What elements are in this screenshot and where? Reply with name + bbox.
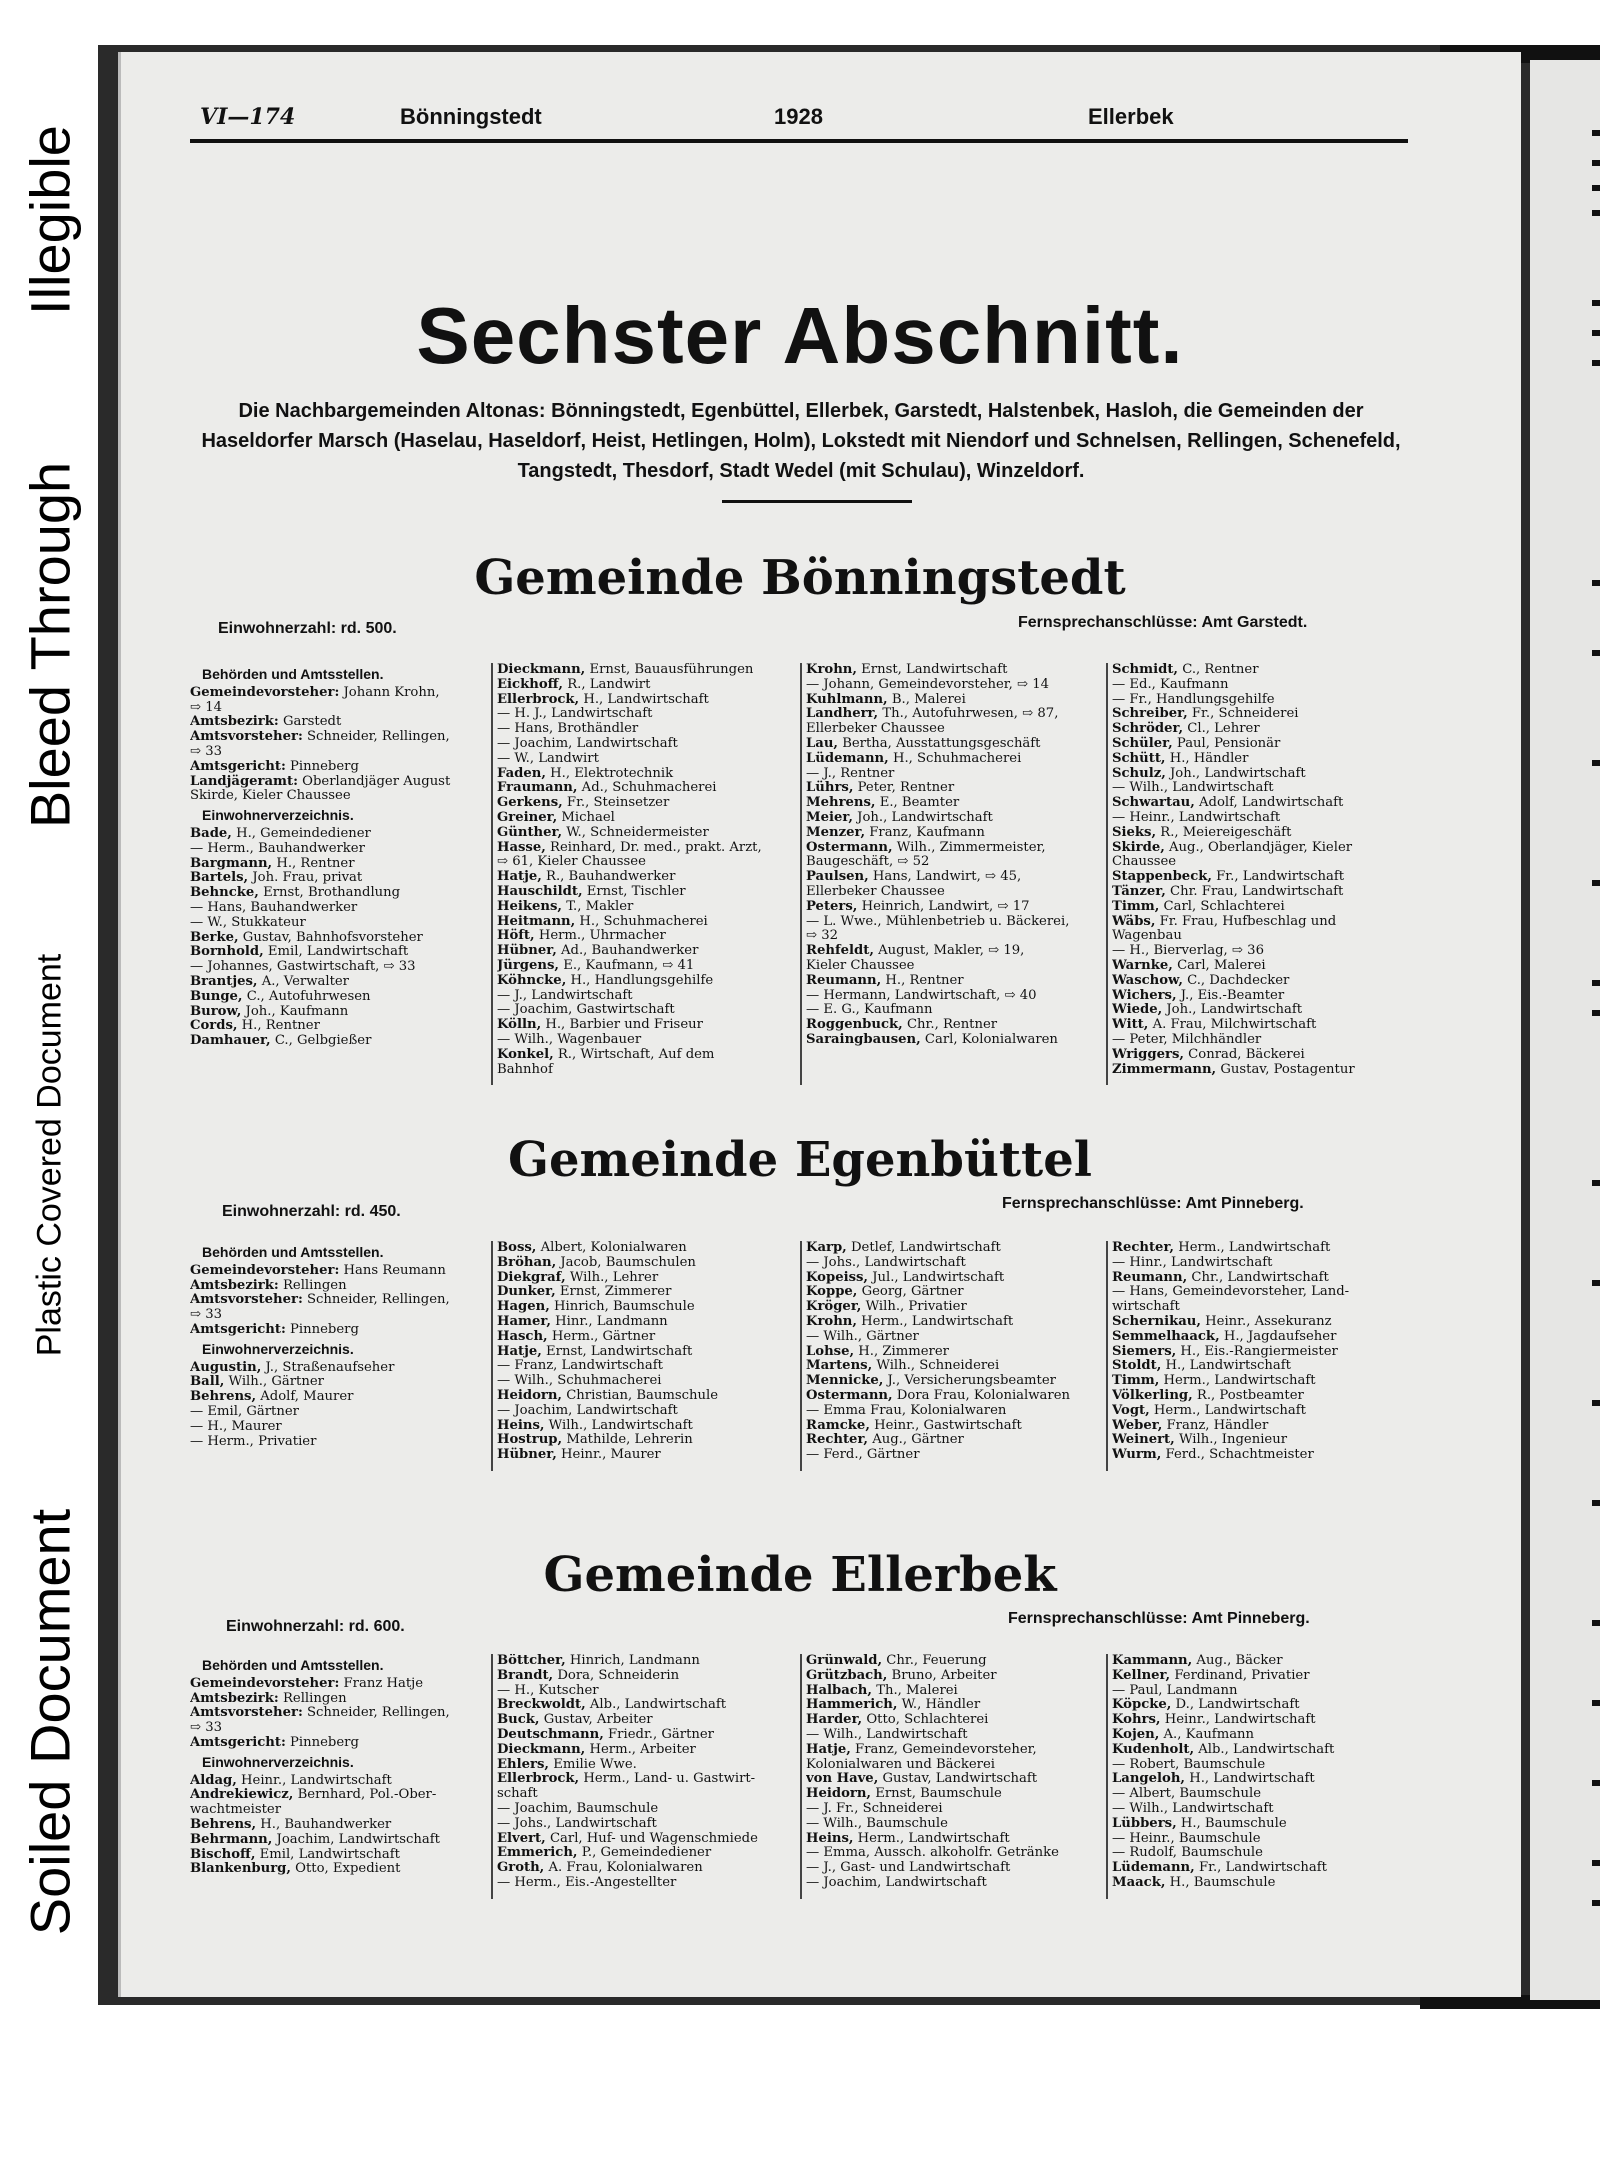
directory-entry: Behrmann, Joachim, Landwirtschaft bbox=[190, 1831, 440, 1847]
directory-entry: Kolonialwaren und Bäckerei bbox=[806, 1756, 996, 1772]
edge-text-fragment bbox=[1592, 1010, 1600, 1016]
directory-entry: — Joachim, Baumschule bbox=[497, 1800, 659, 1816]
directory-entry: Behncke, Ernst, Brothandlung bbox=[190, 885, 401, 901]
fernsprech-line: Fernsprechanschlüsse: Amt Pinneberg. bbox=[1002, 1195, 1304, 1212]
directory-entry: Roggenbuck, Chr., Rentner bbox=[806, 1017, 998, 1033]
directory-entry: Skirde, Kieler Chaussee bbox=[190, 788, 351, 804]
edge-text-fragment bbox=[1592, 1400, 1600, 1406]
directory-entry: Reumann, Chr., Landwirtschaft bbox=[1112, 1269, 1329, 1285]
directory-entry: — Emil, Gärtner bbox=[190, 1403, 299, 1419]
directory-entry: — Wilh., Gärtner bbox=[806, 1328, 919, 1344]
column-divider bbox=[491, 663, 493, 1085]
directory-column bbox=[806, 663, 1106, 1048]
column-divider bbox=[1106, 663, 1108, 1085]
directory-entry: Augustin, J., Straßenaufseher bbox=[190, 1359, 395, 1375]
directory-entry: Kuhlmann, B., Malerei bbox=[806, 691, 966, 707]
section-intro: Die Nachbargemeinden Altonas: Bönningstedt, Egenbüttel, Ellerbek, Garstedt, Halstenbek, Hasloh, die Gemeinden der Haseldorfer Marsch (Haselau, Haseldorf, Heist, Hetlingen, Holm), Lokstedt mit Niendorf und Schnelsen, Rellingen, Schenefeld, Tangstedt, Thesdorf, Stadt Wedel (mit Schulau), Winzeldorf. bbox=[201, 400, 1401, 482]
directory-entry: Wagenbau bbox=[1112, 928, 1182, 944]
column-subheading: Einwohnerverzeichnis. bbox=[202, 1340, 354, 1357]
directory-entry: Gemeindevorsteher: Johann Krohn, bbox=[190, 684, 440, 700]
directory-entry: — J., Gast- und Landwirtschaft bbox=[806, 1860, 1011, 1876]
directory-column bbox=[190, 663, 490, 1049]
title-rule bbox=[722, 500, 912, 503]
directory-entry: Aldag, Heinr., Landwirtschaft bbox=[190, 1772, 392, 1788]
directory-entry: Konkel, R., Wirtschaft, Auf dem bbox=[497, 1046, 715, 1062]
directory-entry: ⇨ 14 bbox=[190, 699, 223, 715]
directory-entry: Warnke, Carl, Malerei bbox=[1112, 957, 1266, 973]
directory-entry: Halbach, Th., Malerei bbox=[806, 1682, 958, 1698]
directory-column bbox=[1112, 1241, 1412, 1463]
label-plastic-covered: Plastic Covered Document bbox=[30, 953, 69, 1357]
directory-entry: Heins, Wilh., Landwirtschaft bbox=[497, 1417, 693, 1433]
directory-entry: Stoldt, H., Landwirtschaft bbox=[1112, 1358, 1291, 1374]
directory-entry: — L. Wwe., Mühlenbetrieb u. Bäckerei, bbox=[806, 913, 1070, 929]
directory-entry: — J., Landwirtschaft bbox=[497, 987, 633, 1003]
directory-entry: — Hans, Bauhandwerker bbox=[190, 899, 358, 915]
directory-entry: Ostermann, Dora Frau, Kolonialwaren bbox=[806, 1387, 1071, 1403]
directory-entry: Boss, Albert, Kolonialwaren bbox=[497, 1241, 687, 1255]
directory-entry: Schwartau, Adolf, Landwirtschaft bbox=[1112, 795, 1344, 811]
edge-text-fragment bbox=[1592, 760, 1600, 766]
directory-entry: — Wilh., Landwirtschaft bbox=[1112, 1800, 1274, 1816]
gemeinde-heading: Gemeinde Ellerbek bbox=[543, 1547, 1057, 1603]
directory-entry: Fraumann, Ad., Schuhmacherei bbox=[497, 780, 717, 796]
directory-entry: Rechter, Aug., Gärtner bbox=[806, 1432, 964, 1448]
directory-entry: Dieckmann, Herm., Arbeiter bbox=[497, 1741, 696, 1757]
directory-entry: Tänzer, Chr. Frau, Landwirtschaft bbox=[1112, 883, 1344, 899]
directory-entry: — Hans, Brothändler bbox=[497, 721, 639, 737]
column-divider bbox=[491, 1654, 493, 1899]
directory-entry: Sieks, R., Meiereigeschäft bbox=[1112, 824, 1292, 840]
directory-entry: — H., Maurer bbox=[190, 1418, 282, 1434]
edge-text-fragment bbox=[1592, 650, 1600, 656]
directory-entry: Blankenburg, Otto, Expedient bbox=[190, 1861, 401, 1877]
directory-entry: Deutschmann, Friedr., Gärtner bbox=[497, 1726, 714, 1742]
directory-entry: Rehfeldt, August, Makler, ⇨ 19, bbox=[806, 943, 1025, 959]
edge-text-fragment bbox=[1592, 185, 1600, 191]
directory-entry: Kölln, H., Barbier und Friseur bbox=[497, 1017, 703, 1033]
directory-entry: Grünwald, Chr., Feuerung bbox=[806, 1654, 987, 1668]
directory-entry: Heidorn, Christian, Baumschule bbox=[497, 1387, 719, 1403]
directory-entry: Baugeschäft, ⇨ 52 bbox=[806, 854, 930, 870]
directory-entry: Kellner, Ferdinand, Privatier bbox=[1112, 1667, 1310, 1683]
directory-entry: Timm, Herm., Landwirtschaft bbox=[1112, 1373, 1316, 1389]
directory-entry: Bartels, Joh. Frau, privat bbox=[190, 870, 363, 886]
directory-entry: — Paul, Landmann bbox=[1112, 1682, 1238, 1698]
directory-entry: Hatje, R., Bauhandwerker bbox=[497, 869, 676, 885]
directory-entry: Hauschildt, Ernst, Tischler bbox=[497, 883, 686, 899]
fernsprech-line: Fernsprechanschlüsse: Amt Pinneberg. bbox=[1008, 1610, 1310, 1627]
directory-entry: Bröhan, Jacob, Baumschulen bbox=[497, 1254, 696, 1270]
directory-entry: Lüdemann, Fr., Landwirtschaft bbox=[1112, 1860, 1327, 1876]
directory-entry: — Hermann, Landwirtschaft, ⇨ 40 bbox=[806, 987, 1037, 1003]
directory-entry: Harder, Otto, Schlachterei bbox=[806, 1712, 989, 1728]
directory-entry: — Wilh., Schuhmacherei bbox=[497, 1373, 662, 1389]
directory-entry: Hammerich, W., Händler bbox=[806, 1697, 981, 1713]
directory-column bbox=[1112, 663, 1412, 1077]
directory-entry: Hostrup, Mathilde, Lehrerin bbox=[497, 1432, 693, 1448]
directory-entry: Kojen, A., Kaufmann bbox=[1112, 1726, 1255, 1742]
directory-entry: Mennicke, J., Versicherungsbeamter bbox=[806, 1373, 1056, 1389]
directory-entry: Emmerich, P., Gemeindediener bbox=[497, 1845, 712, 1861]
directory-entry: Ball, Wilh., Gärtner bbox=[190, 1374, 324, 1390]
edge-text-fragment bbox=[1592, 1700, 1600, 1706]
directory-entry: Lübbers, H., Baumschule bbox=[1112, 1815, 1287, 1831]
directory-entry: Ehlers, Emilie Wwe. bbox=[497, 1756, 637, 1772]
edge-text-fragment bbox=[1592, 580, 1600, 586]
column-divider bbox=[491, 1241, 493, 1471]
directory-entry: Rechter, Herm., Landwirtschaft bbox=[1112, 1241, 1331, 1255]
edge-text-fragment bbox=[1592, 980, 1600, 986]
directory-entry: Amtsbezirk: Garstedt bbox=[190, 714, 342, 730]
directory-entry: ⇨ 61, Kieler Chaussee bbox=[497, 854, 646, 870]
directory-entry: Wriggers, Conrad, Bäckerei bbox=[1112, 1046, 1305, 1062]
directory-entry: Saraingbausen, Carl, Kolonialwaren bbox=[806, 1031, 1058, 1047]
column-subheading: Behörden und Amtsstellen. bbox=[202, 1244, 384, 1260]
directory-entry: Dieckmann, Ernst, Bauausführungen bbox=[497, 663, 754, 677]
directory-column bbox=[497, 663, 797, 1077]
directory-entry: Böttcher, Hinrich, Landmann bbox=[497, 1654, 700, 1668]
directory-entry: Witt, A. Frau, Milchwirtschaft bbox=[1112, 1017, 1317, 1033]
directory-entry: Andrekiewicz, Bernhard, Pol.-Ober- bbox=[190, 1787, 437, 1803]
directory-entry: Günther, W., Schneidermeister bbox=[497, 824, 709, 840]
directory-entry: Behrens, H., Bauhandwerker bbox=[190, 1816, 392, 1832]
edge-text-fragment bbox=[1592, 130, 1600, 136]
directory-entry: Bargmann, H., Rentner bbox=[190, 855, 355, 871]
column-divider bbox=[800, 663, 802, 1085]
directory-entry: Waschow, C., Dachdecker bbox=[1112, 972, 1290, 988]
label-bleed-through: Bleed Through bbox=[18, 461, 82, 829]
directory-entry: Völkerling, R., Postbeamter bbox=[1112, 1387, 1304, 1403]
directory-column bbox=[497, 1241, 797, 1463]
directory-entry: Menzer, Franz, Kaufmann bbox=[806, 824, 985, 840]
directory-entry: Kammann, Aug., Bäcker bbox=[1112, 1654, 1283, 1668]
directory-entry: Lohse, H., Zimmerer bbox=[806, 1343, 949, 1359]
directory-entry: Langeloh, H., Landwirtschaft bbox=[1112, 1771, 1315, 1787]
directory-entry: Karp, Detlef, Landwirtschaft bbox=[806, 1241, 1001, 1255]
directory-entry: Groth, A. Frau, Kolonialwaren bbox=[497, 1860, 703, 1876]
directory-entry: Krohn, Ernst, Landwirtschaft bbox=[806, 663, 1008, 677]
directory-entry: — J. Fr., Schneiderei bbox=[806, 1800, 943, 1816]
directory-entry: Dunker, Ernst, Zimmerer bbox=[497, 1284, 672, 1300]
directory-entry: Wichers, J., Eis.-Beamter bbox=[1112, 987, 1285, 1003]
directory-entry: — Herm., Bauhandwerker bbox=[190, 840, 365, 856]
directory-entry: Ostermann, Wilh., Zimmermeister, bbox=[806, 839, 1046, 855]
directory-entry: — E. G., Kaufmann bbox=[806, 1002, 933, 1018]
directory-entry: — Hans, Gemeindevorsteher, Land- bbox=[1112, 1284, 1350, 1300]
edge-text-fragment bbox=[1592, 330, 1600, 336]
directory-entry: ⇨ 33 bbox=[190, 1720, 223, 1736]
edge-text-fragment bbox=[1592, 1180, 1600, 1186]
directory-entry: — Herm., Eis.-Angestellter bbox=[497, 1874, 677, 1890]
directory-entry: Faden, H., Elektrotechnik bbox=[497, 765, 674, 781]
directory-entry: Landherr, Th., Autofuhrwesen, ⇨ 87, bbox=[806, 706, 1059, 722]
directory-entry: Bischoff, Emil, Landwirtschaft bbox=[190, 1846, 400, 1862]
directory-entry: Heins, Herm., Landwirtschaft bbox=[806, 1830, 1010, 1846]
header-year: 1928 bbox=[774, 104, 823, 129]
header-rule bbox=[190, 139, 1408, 143]
einwohnerzahl: Einwohnerzahl: rd. 450. bbox=[222, 1203, 401, 1220]
directory-entry: Hübner, Ad., Bauhandwerker bbox=[497, 943, 699, 959]
directory-entry: Siemers, H., Eis.-Rangiermeister bbox=[1112, 1343, 1338, 1359]
directory-entry: Köpcke, D., Landwirtschaft bbox=[1112, 1697, 1300, 1713]
directory-entry: Wäbs, Fr. Frau, Hufbeschlag und bbox=[1112, 913, 1337, 929]
directory-entry: — Johs., Landwirtschaft bbox=[806, 1254, 966, 1270]
directory-entry: Gemeindevorsteher: Hans Reumann bbox=[190, 1262, 446, 1278]
directory-entry: — Herm., Privatier bbox=[190, 1433, 317, 1449]
directory-entry: Landjägeramt: Oberlandjäger August bbox=[190, 773, 451, 789]
directory-entry: Meier, Joh., Landwirtschaft bbox=[806, 809, 993, 825]
directory-entry: Ellerbeker Chaussee bbox=[806, 883, 945, 899]
directory-entry: Kohrs, Heinr., Landwirtschaft bbox=[1112, 1712, 1316, 1728]
directory-entry: — Emma, Aussch. alkoholfr. Getränke bbox=[806, 1845, 1059, 1861]
column-divider bbox=[1106, 1241, 1108, 1471]
label-illegible: Illegible bbox=[18, 125, 82, 315]
directory-column bbox=[190, 1241, 490, 1449]
directory-entry: — Rudolf, Baumschule bbox=[1112, 1845, 1263, 1861]
directory-entry: Kopeiss, Jul., Landwirtschaft bbox=[806, 1269, 1005, 1285]
directory-entry: Heikens, T., Makler bbox=[497, 898, 634, 914]
directory-entry: Damhauer, C., Gelbgießer bbox=[190, 1033, 372, 1049]
section-title: Sechster Abschnitt. bbox=[416, 291, 1184, 380]
directory-entry: Schüler, Paul, Pensionär bbox=[1112, 735, 1281, 751]
directory-entry: — J., Rentner bbox=[806, 765, 895, 781]
directory-entry: — Joachim, Landwirtschaft bbox=[497, 1402, 678, 1418]
edge-text-fragment bbox=[1592, 880, 1600, 886]
directory-entry: Köhncke, H., Handlungsgehilfe bbox=[497, 972, 714, 988]
edge-text-fragment bbox=[1592, 1280, 1600, 1286]
directory-entry: Kieler Chaussee bbox=[806, 957, 915, 973]
directory-entry: Kudenholt, Alb., Landwirtschaft bbox=[1112, 1741, 1335, 1757]
einwohnerzahl: Einwohnerzahl: rd. 500. bbox=[218, 620, 397, 637]
directory-entry: Amtsvorsteher: Schneider, Rellingen, bbox=[190, 729, 450, 745]
edge-text-fragment bbox=[1592, 1860, 1600, 1866]
directory-entry: — Wilh., Wagenbauer bbox=[497, 1031, 642, 1047]
directory-entry: — H. J., Landwirtschaft bbox=[497, 706, 653, 722]
directory-entry: Weinert, Wilh., Ingenieur bbox=[1112, 1432, 1288, 1448]
next-page-edge bbox=[1530, 60, 1600, 2000]
directory-entry: Ellerbeker Chaussee bbox=[806, 721, 945, 737]
column-subheading: Einwohnerverzeichnis. bbox=[202, 807, 354, 824]
edge-text-fragment bbox=[1592, 360, 1600, 366]
directory-entry: — Joachim, Gastwirtschaft bbox=[497, 1002, 675, 1018]
directory-entry: Vogt, Herm., Landwirtschaft bbox=[1112, 1402, 1306, 1418]
directory-entry: — Peter, Milchhändler bbox=[1112, 1031, 1262, 1047]
directory-entry: Bunge, C., Autofuhrwesen bbox=[190, 988, 371, 1004]
directory-entry: Stappenbeck, Fr., Landwirtschaft bbox=[1112, 869, 1345, 885]
directory-entry: Mehrens, E., Beamter bbox=[806, 795, 960, 811]
directory-entry: Amtsvorsteher: Schneider, Rellingen, bbox=[190, 1705, 450, 1721]
directory-entry: Hamer, Hinr., Landmann bbox=[497, 1313, 668, 1329]
directory-entry: Schulz, Joh., Landwirtschaft bbox=[1112, 765, 1306, 781]
directory-entry: — Ferd., Gärtner bbox=[806, 1447, 920, 1463]
directory-entry: Cords, H., Rentner bbox=[190, 1018, 320, 1034]
directory-entry: Hatje, Franz, Gemeindevorsteher, bbox=[806, 1741, 1037, 1757]
directory-entry: — Hinr., Landwirtschaft bbox=[1112, 1254, 1273, 1270]
directory-entry: Amtsgericht: Pinneberg bbox=[190, 1734, 359, 1750]
directory-entry: — Johann, Gemeindevorsteher, ⇨ 14 bbox=[806, 676, 1050, 692]
directory-entry: wachtmeister bbox=[190, 1802, 282, 1818]
edge-text-fragment bbox=[1592, 300, 1600, 306]
directory-entry: wirtschaft bbox=[1112, 1299, 1180, 1315]
page-number: VI—174 bbox=[200, 104, 296, 130]
directory-entry: Amtsbezirk: Rellingen bbox=[190, 1690, 347, 1706]
directory-column bbox=[806, 1241, 1106, 1463]
directory-entry: Maack, H., Baumschule bbox=[1112, 1874, 1276, 1890]
directory-entry: Bade, H., Gemeindediener bbox=[190, 825, 371, 841]
directory-entry: — Franz, Landwirtschaft bbox=[497, 1358, 663, 1374]
edge-text-fragment bbox=[1592, 1900, 1600, 1906]
directory-entry: — Joachim, Landwirtschaft bbox=[497, 735, 678, 751]
directory-entry: Semmelhaack, H., Jagdaufseher bbox=[1112, 1328, 1337, 1344]
directory-entry: Brandt, Dora, Schneiderin bbox=[497, 1667, 680, 1683]
einwohnerzahl: Einwohnerzahl: rd. 600. bbox=[226, 1618, 405, 1635]
directory-entry: ⇨ 32 bbox=[806, 928, 839, 944]
directory-column bbox=[1112, 1654, 1412, 1891]
directory-entry: — Albert, Baumschule bbox=[1112, 1786, 1262, 1802]
directory-entry: Lührs, Peter, Rentner bbox=[806, 780, 955, 796]
directory-entry: Schröder, Cl., Lehrer bbox=[1112, 721, 1260, 737]
directory-entry: Ramcke, Heinr., Gastwirtschaft bbox=[806, 1417, 1022, 1433]
directory-entry: Paulsen, Hans, Landwirt, ⇨ 45, bbox=[806, 869, 1022, 885]
header-place-left: Bönningstedt bbox=[400, 104, 542, 129]
label-soiled-document: Soiled Document bbox=[18, 1508, 82, 1936]
directory-entry: — Wilh., Baumschule bbox=[806, 1815, 948, 1831]
edge-text-fragment bbox=[1592, 1620, 1600, 1626]
directory-entry: Timm, Carl, Schlachterei bbox=[1112, 898, 1285, 914]
directory-entry: Diekgraf, Wilh., Lehrer bbox=[497, 1269, 659, 1285]
directory-entry: — Johannes, Gastwirtschaft, ⇨ 33 bbox=[190, 959, 416, 975]
directory-entry: Grützbach, Bruno, Arbeiter bbox=[806, 1667, 997, 1683]
directory-entry: Amtsbezirk: Rellingen bbox=[190, 1277, 347, 1293]
directory-entry: Hasse, Reinhard, Dr. med., prakt. Arzt, bbox=[497, 839, 762, 855]
directory-entry: Amtsgericht: Pinneberg bbox=[190, 1321, 359, 1337]
edge-text-fragment bbox=[1592, 210, 1600, 216]
column-subheading: Behörden und Amtsstellen. bbox=[202, 666, 384, 682]
edge-text-fragment bbox=[1592, 1500, 1600, 1506]
directory-entry: Brantjes, A., Verwalter bbox=[190, 973, 349, 989]
directory-entry: ⇨ 33 bbox=[190, 1307, 223, 1323]
directory-entry: Schreiber, Fr., Schneiderei bbox=[1112, 706, 1299, 722]
directory-entry: Schmidt, C., Rentner bbox=[1112, 663, 1259, 677]
directory-entry: Weber, Franz, Händler bbox=[1112, 1417, 1269, 1433]
directory-entry: — H., Kutscher bbox=[497, 1682, 599, 1698]
column-subheading: Behörden und Amtsstellen. bbox=[202, 1657, 384, 1673]
directory-entry: — Emma Frau, Kolonialwaren bbox=[806, 1402, 1007, 1418]
directory-entry: Heidorn, Ernst, Baumschule bbox=[806, 1786, 1002, 1802]
column-divider bbox=[800, 1241, 802, 1471]
edge-text-fragment bbox=[1592, 160, 1600, 166]
directory-entry: Heitmann, H., Schuhmacherei bbox=[497, 913, 708, 929]
directory-entry: Eickhoff, R., Landwirt bbox=[497, 676, 651, 692]
directory-entry: Bahnhof bbox=[497, 1061, 553, 1077]
directory-entry: Koppe, Georg, Gärtner bbox=[806, 1284, 964, 1300]
directory-entry: Gemeindevorsteher: Franz Hatje bbox=[190, 1675, 424, 1691]
directory-entry: Peters, Heinrich, Landwirt, ⇨ 17 bbox=[806, 898, 1030, 914]
gemeinde-heading: Gemeinde Bönningstedt bbox=[474, 550, 1126, 606]
directory-entry: — Fr., Handlungsgehilfe bbox=[1112, 691, 1275, 707]
edge-text-fragment bbox=[1592, 1780, 1600, 1786]
directory-entry: Schernikau, Heinr., Assekuranz bbox=[1112, 1313, 1332, 1329]
gemeinde-heading: Gemeinde Egenbüttel bbox=[508, 1132, 1092, 1188]
directory-entry: — W., Stukkateur bbox=[190, 914, 306, 930]
column-divider bbox=[1106, 1654, 1108, 1899]
directory-entry: Chaussee bbox=[1112, 854, 1177, 870]
directory-entry: Wurm, Ferd., Schachtmeister bbox=[1112, 1447, 1314, 1463]
directory-entry: — Ed., Kaufmann bbox=[1112, 676, 1229, 692]
directory-entry: Hatje, Ernst, Landwirtschaft bbox=[497, 1343, 693, 1359]
directory-entry: Hübner, Heinr., Maurer bbox=[497, 1447, 661, 1463]
directory-entry: Martens, Wilh., Schneiderei bbox=[806, 1358, 1000, 1374]
directory-entry: Amtsvorsteher: Schneider, Rellingen, bbox=[190, 1292, 450, 1308]
directory-entry: Ellerbrock, Herm., Land- u. Gastwirt- bbox=[497, 1771, 756, 1787]
directory-entry: — Heinr., Baumschule bbox=[1112, 1830, 1261, 1846]
directory-entry: — Robert, Baumschule bbox=[1112, 1756, 1266, 1772]
page-header bbox=[200, 104, 1410, 140]
directory-entry: Reumann, H., Rentner bbox=[806, 972, 964, 988]
directory-entry: — Heinr., Landwirtschaft bbox=[1112, 809, 1281, 825]
directory-entry: Lüdemann, H., Schuhmacherei bbox=[806, 750, 1022, 766]
directory-entry: — Johs., Landwirtschaft bbox=[497, 1815, 657, 1831]
directory-entry: — Wilh., Landwirtschaft bbox=[806, 1726, 968, 1742]
directory-entry: ⇨ 33 bbox=[190, 743, 223, 759]
directory-entry: Burow, Joh., Kaufmann bbox=[190, 1003, 349, 1019]
column-subheading: Einwohnerverzeichnis. bbox=[202, 1753, 354, 1770]
header-place-right: Ellerbek bbox=[1088, 104, 1174, 129]
directory-column bbox=[497, 1654, 797, 1891]
directory-entry: Hagen, Hinrich, Baumschule bbox=[497, 1299, 695, 1315]
directory-entry: Behrens, Adolf, Maurer bbox=[190, 1389, 354, 1405]
directory-entry: Gerkens, Fr., Steinsetzer bbox=[497, 795, 670, 811]
directory-entry: Krohn, Herm., Landwirtschaft bbox=[806, 1313, 1014, 1329]
directory-entry: Lau, Bertha, Ausstattungsgeschäft bbox=[806, 735, 1041, 751]
directory-entry: Kröger, Wilh., Privatier bbox=[806, 1299, 967, 1315]
directory-entry: — Joachim, Landwirtschaft bbox=[806, 1874, 987, 1890]
directory-entry: Bornhold, Emil, Landwirtschaft bbox=[190, 944, 409, 960]
fernsprech-line: Fernsprechanschlüsse: Amt Garstedt. bbox=[1018, 614, 1308, 631]
directory-entry: — Wilh., Landwirtschaft bbox=[1112, 780, 1274, 796]
directory-entry: Jürgens, E., Kaufmann, ⇨ 41 bbox=[497, 957, 695, 973]
directory-entry: Ellerbrock, H., Landwirtschaft bbox=[497, 691, 709, 707]
directory-entry: Amtsgericht: Pinneberg bbox=[190, 758, 359, 774]
directory-entry: Greiner, Michael bbox=[497, 809, 615, 825]
directory-entry: Schütt, H., Händler bbox=[1112, 750, 1249, 766]
directory-entry: schaft bbox=[497, 1786, 538, 1802]
directory-entry: Höft, Herm., Uhrmacher bbox=[497, 928, 666, 944]
directory-entry: Skirde, Aug., Oberlandjäger, Kieler bbox=[1112, 839, 1353, 855]
directory-entry: Zimmermann, Gustav, Postagentur bbox=[1112, 1061, 1355, 1077]
side-label-strip bbox=[0, 0, 100, 2020]
directory-entry: Berke, Gustav, Bahnhofsvorsteher bbox=[190, 929, 423, 945]
directory-entry: — H., Bierverlag, ⇨ 36 bbox=[1112, 943, 1264, 959]
column-divider bbox=[800, 1654, 802, 1899]
directory-entry: — W., Landwirt bbox=[497, 750, 599, 766]
directory-entry: Elvert, Carl, Huf- und Wagenschmiede bbox=[497, 1830, 758, 1846]
directory-entry: Wiede, Joh., Landwirtschaft bbox=[1112, 1002, 1303, 1018]
directory-entry: Buck, Gustav, Arbeiter bbox=[497, 1712, 653, 1728]
directory-entry: Breckwoldt, Alb., Landwirtschaft bbox=[497, 1697, 727, 1713]
directory-column bbox=[190, 1654, 490, 1877]
directory-column bbox=[806, 1654, 1106, 1891]
directory-entry: Hasch, Herm., Gärtner bbox=[497, 1328, 656, 1344]
directory-entry: von Have, Gustav, Landwirtschaft bbox=[806, 1771, 1038, 1787]
